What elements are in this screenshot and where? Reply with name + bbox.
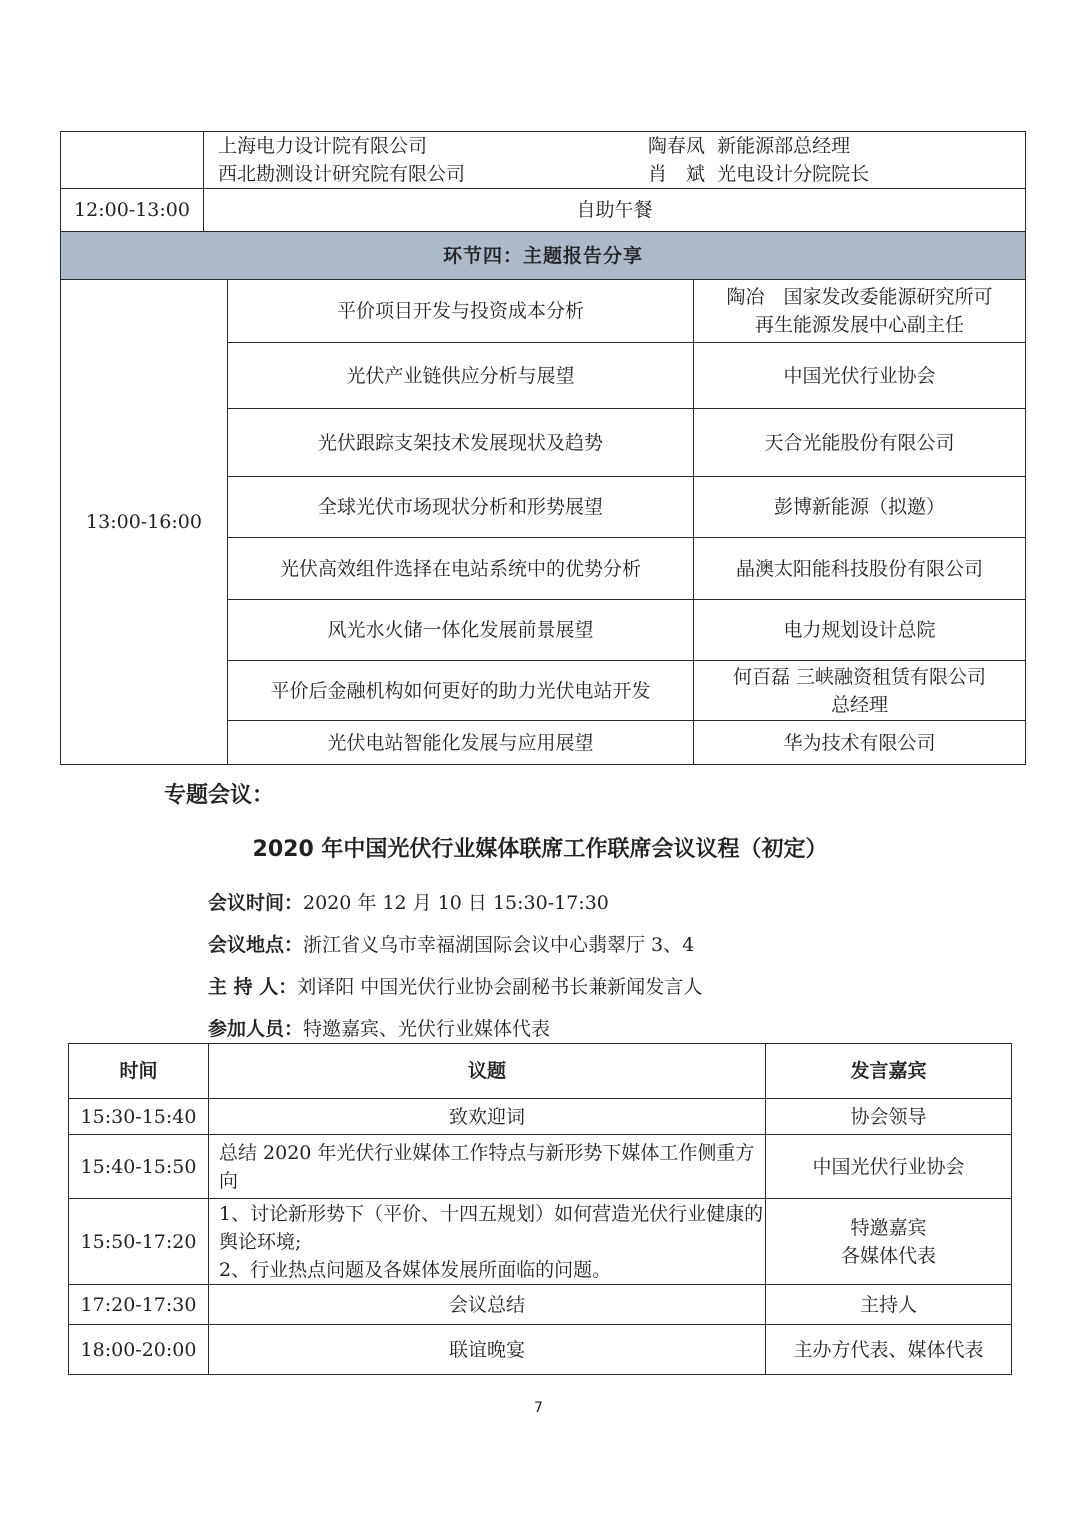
row-topic: 致欢迎词 (209, 1099, 766, 1135)
info-value: 刘译阳 中国光伏行业协会副秘书长兼新闻发言人 (297, 976, 703, 998)
row-speaker: 协会领导 (766, 1099, 1012, 1135)
special-meeting-label: 专题会议： (164, 783, 275, 808)
header-time: 时间 (69, 1044, 209, 1099)
report-speaker: 电力规划设计总院 (694, 600, 1026, 661)
table-row (69, 1325, 1012, 1375)
report-speaker: 中国光伏行业协会 (694, 343, 1026, 409)
page-number: 7 (534, 1400, 543, 1416)
report-topic: 光伏电站智能化发展与应用展望 (228, 721, 694, 765)
section-header-row (61, 232, 1026, 280)
row-speaker: 主持人 (766, 1285, 1012, 1325)
topic-line: 1、讨论新形势下（平价、十四五规划）如何营造光伏行业健康的舆论环境; (219, 1202, 764, 1253)
info-time (208, 888, 609, 915)
special-meeting-title: 2020 年中国光伏行业媒体联席工作联席会议议程（初定） (252, 837, 828, 862)
companies-row (61, 132, 1026, 189)
info-value: 特邀嘉宾、光伏行业媒体代表 (303, 1018, 551, 1040)
row-speaker (766, 1199, 1012, 1285)
lunch-label: 自助午餐 (204, 189, 1026, 232)
report-topic: 平价后金融机构如何更好的助力光伏电站开发 (228, 661, 694, 721)
speaker-line: 再生能源发展中心副主任 (754, 314, 964, 336)
speaker-line: 特邀嘉宾 (850, 1216, 927, 1239)
row-topic: 会议总结 (209, 1285, 766, 1325)
table-row (69, 1285, 1012, 1325)
company-person (648, 132, 908, 160)
report-speaker (694, 661, 1026, 721)
report-topic: 风光水火储一体化发展前景展望 (228, 600, 694, 661)
info-value: 2020 年 12 月 10 日 15:30-17:30 (303, 892, 609, 914)
company-person (648, 160, 908, 188)
row-time: 15:50-17:20 (69, 1199, 209, 1285)
report-topic: 光伏产业链供应分析与展望 (228, 343, 694, 409)
header-topic: 议题 (209, 1044, 766, 1099)
row-time: 15:30-15:40 (69, 1099, 209, 1135)
empty-time-cell (61, 132, 204, 189)
lunch-time: 12:00-13:00 (61, 189, 204, 232)
companies-cell (204, 132, 1026, 189)
section-title: 环节四：主题报告分享 (61, 232, 1026, 280)
person-title: 光电设计分院院长 (717, 163, 870, 185)
report-speaker: 晶澳太阳能科技股份有限公司 (694, 538, 1026, 600)
report-topic: 光伏跟踪支架技术发展现状及趋势 (228, 409, 694, 477)
row-topic: 联谊晚宴 (209, 1325, 766, 1375)
table-row (61, 280, 1026, 343)
company-org: 西北勘测设计研究院有限公司 (218, 163, 466, 185)
speaker-line: 陶冶 国家发改委能源研究所可 (726, 286, 993, 308)
lunch-row (61, 189, 1026, 232)
report-topic: 平价项目开发与投资成本分析 (228, 280, 694, 343)
table-row (69, 1199, 1012, 1285)
report-topic: 全球光伏市场现状分析和形势展望 (228, 477, 694, 538)
table-row (69, 1135, 1012, 1199)
special-agenda-table (68, 1043, 1012, 1375)
row-topic (209, 1199, 766, 1285)
speaker-line: 总经理 (830, 693, 888, 716)
info-key: 会议时间： (208, 892, 304, 914)
report-speaker: 彭博新能源（拟邀） (694, 477, 1026, 538)
report-speaker: 天合光能股份有限公司 (694, 409, 1026, 477)
row-time: 18:00-20:00 (69, 1325, 209, 1375)
speaker-line: 各媒体代表 (840, 1244, 936, 1267)
row-speaker: 中国光伏行业协会 (766, 1135, 1012, 1199)
info-key: 主 持 人： (208, 976, 298, 998)
person-name: 肖 斌 (648, 163, 706, 185)
person-title: 新能源部总经理 (717, 135, 851, 157)
reports-time: 13:00-16:00 (61, 280, 228, 765)
row-time: 15:40-15:50 (69, 1135, 209, 1199)
info-location (208, 930, 694, 957)
person-name: 陶春凤 (648, 135, 706, 157)
report-speaker (694, 280, 1026, 343)
info-key: 参加人员： (208, 1018, 304, 1040)
row-speaker: 主办方代表、媒体代表 (766, 1325, 1012, 1375)
row-topic: 总结 2020 年光伏行业媒体工作特点与新形势下媒体工作侧重方向 (209, 1135, 766, 1199)
info-value: 浙江省义乌市幸福湖国际会议中心翡翠厅 3、4 (303, 934, 695, 956)
agenda-table-top (60, 131, 1026, 280)
company-org: 上海电力设计院有限公司 (218, 135, 428, 157)
speaker-line: 何百磊 三峡融资租赁有限公司 (732, 665, 987, 688)
header-speaker: 发言嘉宾 (766, 1044, 1012, 1099)
header-row (69, 1044, 1012, 1099)
row-time: 17:20-17:30 (69, 1285, 209, 1325)
table-row (69, 1099, 1012, 1135)
report-speaker: 华为技术有限公司 (694, 721, 1026, 765)
info-key: 会议地点： (208, 934, 304, 956)
reports-table (60, 279, 1026, 765)
topic-line: 2、行业热点问题及各媒体发展所面临的问题。 (219, 1258, 612, 1281)
info-host (208, 972, 702, 999)
report-topic: 光伏高效组件选择在电站系统中的优势分析 (228, 538, 694, 600)
info-attendees (208, 1014, 550, 1041)
